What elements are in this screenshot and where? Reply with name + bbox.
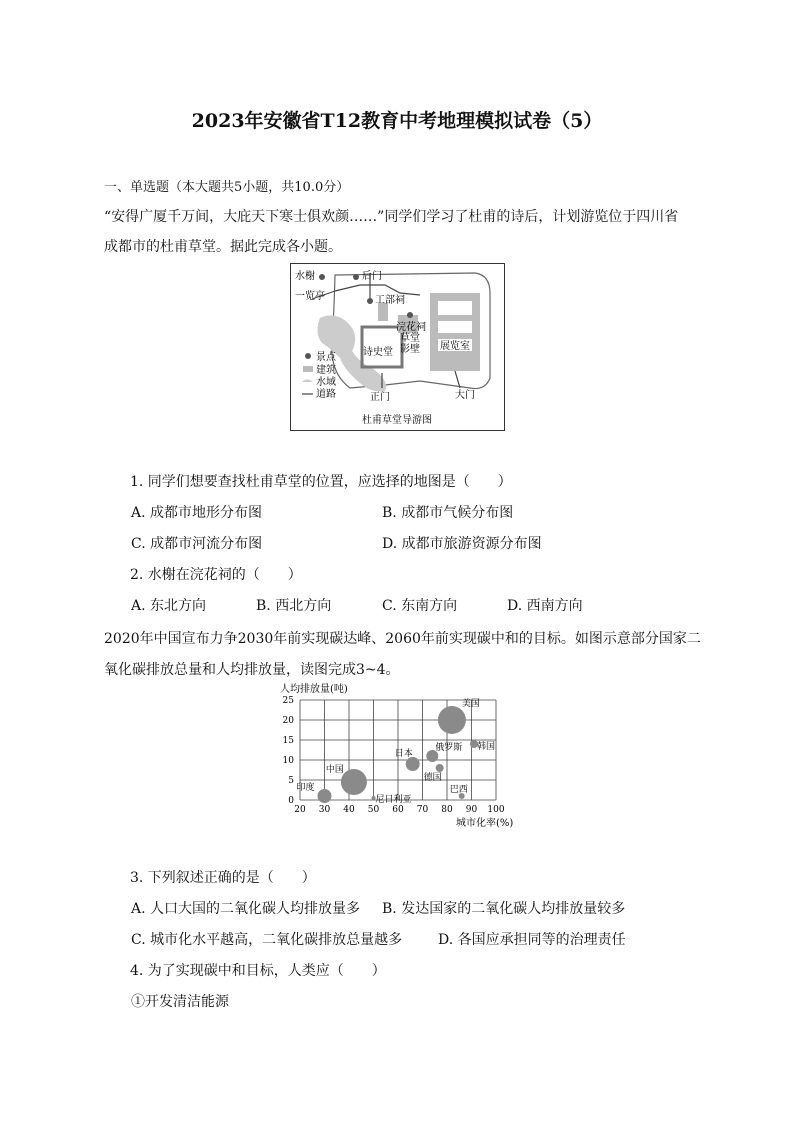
legend-jianzhu: 建筑 [316,365,336,376]
q1-option-c[interactable]: C. 成都市河流分布图 [131,536,263,552]
q3-option-a[interactable]: A. 人口大国的二氧化碳人均排放量多 [131,901,361,917]
label-huanhuaci: 浣花祠 [396,322,426,333]
label-damen: 大门 [455,390,475,401]
q2-option-c[interactable]: C. 东南方向 [382,598,458,614]
y-tick-label: 10 [282,756,294,766]
section-heading: 一、单选题（本大题共5小题，共10.0分） [104,180,350,195]
point-label: 俄罗斯 [435,743,463,753]
q3-option-b[interactable]: B. 发达国家的二氧化碳人均排放量较多 [382,901,626,917]
x-tick-label: 50 [367,805,380,815]
label-shishitang: 诗史堂 [363,347,393,358]
y-tick-label: 15 [282,736,294,746]
y-tick-label: 0 [288,796,294,806]
legend-shuiyu: 水域 [316,377,336,388]
point-美国 [438,706,466,734]
label-shuixie: 水榭 [295,271,315,282]
point-label: 印度 [296,783,315,793]
q3-option-c[interactable]: C. 城市化水平越高，二氧化碳排放总量越多 [131,932,403,948]
intro2-line1: 2020年中国宣布力争2030年前实现碳达峰、2060年前实现碳中和的目标。如图示意部分国家二 [104,631,701,647]
label-yingbi: 影壁 [400,344,420,355]
q4-item-1: ①开发清洁能源 [131,994,229,1010]
point-label: 韩国 [476,742,495,752]
label-gongbuci: 工部祠 [375,295,405,306]
y-tick-label: 20 [282,716,294,726]
intro2-line2: 氧化碳排放总量和人均排放量，读图完成3~4。 [104,662,400,678]
q1-stem: 1. 同学们想要查找杜甫草堂的位置，应选择的地图是（ ） [130,474,512,490]
x-tick-label: 90 [465,805,478,815]
label-yilanting: 一览亭 [295,291,325,302]
y-tick-label: 25 [282,696,294,706]
q3-option-d[interactable]: D. 各国应承担同等的治理责任 [438,932,626,948]
x-tick-label: 40 [343,805,355,815]
point-中国 [341,769,367,795]
x-tick-label: 30 [318,805,331,815]
q2-option-d[interactable]: D. 西南方向 [507,598,583,614]
chart-ylabel: 人均排放量(吨) [280,684,348,695]
map-caption: 杜甫草堂导游图 [362,415,432,426]
x-tick-label: 70 [416,805,429,815]
y-tick-label: 5 [288,776,294,786]
x-tick-label: 80 [441,805,453,815]
point-印度 [318,789,332,803]
point-label: 中国 [325,765,344,775]
intro1-line1: “安得广厦千万间，大庇天下寒士俱欢颜……”同学们学习了杜甫的诗后，计划游览位于四川省 [104,209,679,225]
label-zhanlanshi: 展览室 [440,341,470,352]
q3-stem: 3. 下列叙述正确的是（ ） [130,870,316,886]
intro1-line2: 成都市的杜甫草堂。据此完成各小题。 [104,239,342,255]
label-houmen: 后门 [362,271,382,282]
x-tick-label: 100 [487,805,505,815]
q1-option-b[interactable]: B. 成都市气候分布图 [382,505,514,521]
q4-stem: 4. 为了实现碳中和目标，人类应（ ） [130,963,386,979]
co2-scatter-chart [270,682,530,830]
point-德国 [436,764,444,772]
q2-stem: 2. 水榭在浣花祠的（ ） [130,567,302,583]
chart-xlabel: 城市化率(%) [456,818,514,829]
x-tick-label: 60 [392,805,404,815]
q2-option-b[interactable]: B. 西北方向 [256,598,332,614]
point-label: 美国 [461,699,480,709]
q2-option-a[interactable]: A. 东北方向 [131,598,207,614]
label-caotang: 草堂 [400,333,420,344]
point-label: 日本 [394,749,413,759]
shuixie-dot [319,274,325,280]
label-zhengmen: 正门 [370,392,390,403]
point-日本 [406,757,420,771]
point-label: 德国 [423,773,442,783]
q1-option-a[interactable]: A. 成都市地形分布图 [131,505,263,521]
point-label: 尼日利亚 [375,795,412,805]
legend-jingdian: 景点 [316,352,336,363]
x-tick-label: 20 [294,805,306,815]
dufu-map [290,263,505,431]
q1-option-d[interactable]: D. 成都市旅游资源分布图 [382,536,542,552]
point-label: 巴西 [449,785,468,795]
page-title: 2023年安徽省T12教育中考地理模拟试卷（5） [191,110,603,132]
legend-daolu: 道路 [316,389,336,400]
